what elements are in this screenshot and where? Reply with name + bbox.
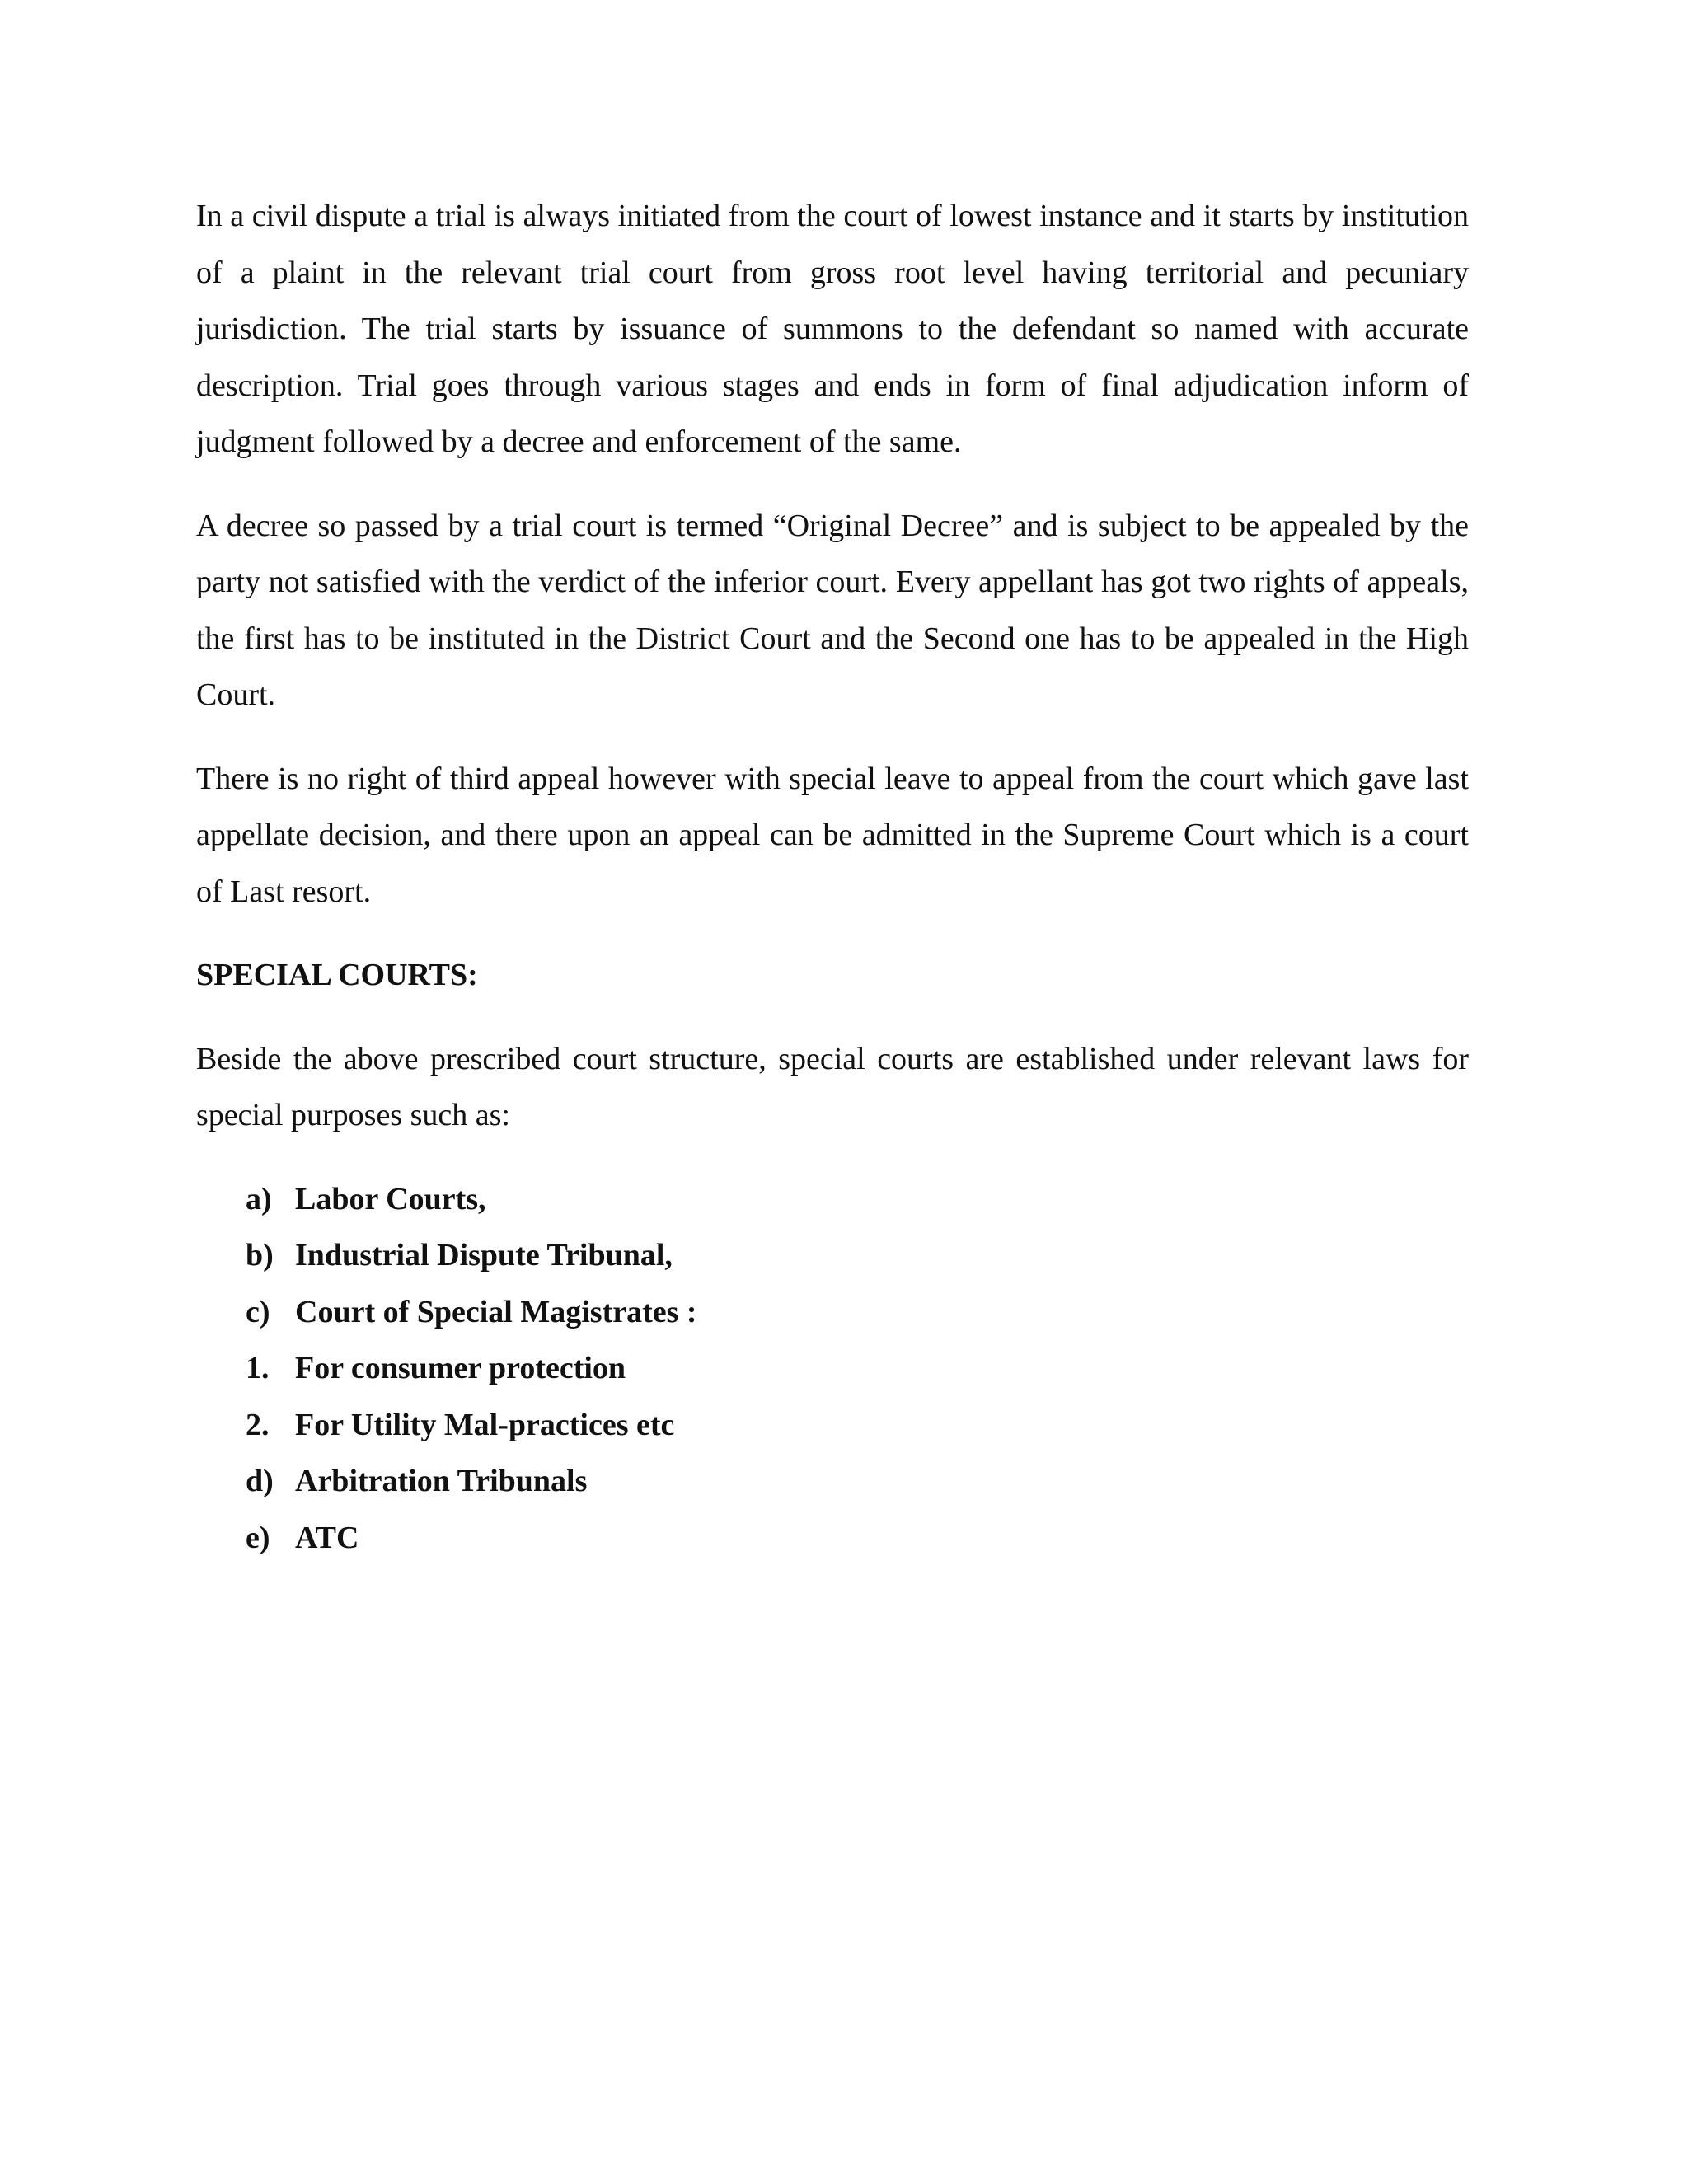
section-heading: SPECIAL COURTS: xyxy=(196,958,478,992)
list-item xyxy=(246,1510,1469,1567)
list-item xyxy=(246,1453,1469,1510)
list-item xyxy=(246,1227,1469,1284)
list-item xyxy=(246,1397,1469,1454)
list-item-text: ATC xyxy=(295,1520,359,1555)
list-marker: c) xyxy=(246,1294,270,1329)
list-item-text: Labor Courts, xyxy=(295,1181,486,1216)
list-item-text: For consumer protection xyxy=(295,1351,626,1385)
list-marker: d) xyxy=(246,1464,274,1498)
list-item xyxy=(246,1340,1469,1397)
list-marker: 1. xyxy=(246,1351,270,1385)
list-item-text: Court of Special Magistrates : xyxy=(295,1294,697,1329)
list-marker: b) xyxy=(246,1238,274,1272)
paragraph-third-appeal: There is no right of third appeal however with special leave to appeal from the court which gave last appellate decision, and there upon an appeal can be admitted in the Supreme Court which is a court of Last resort. xyxy=(196,761,1469,909)
list-marker: e) xyxy=(246,1520,270,1555)
special-courts-list xyxy=(196,1171,1469,1567)
list-marker: a) xyxy=(246,1181,272,1216)
list-item-text: For Utility Mal-practices etc xyxy=(295,1407,675,1442)
list-item-text: Industrial Dispute Tribunal, xyxy=(295,1238,673,1272)
list-item-text: Arbitration Tribunals xyxy=(295,1464,588,1498)
paragraph-special-courts-intro: Beside the above prescribed court structure, special courts are established under relevant laws for special purposes such as: xyxy=(196,1041,1469,1132)
list-marker: 2. xyxy=(246,1407,270,1442)
document-body xyxy=(196,188,1469,1566)
list-item xyxy=(246,1284,1469,1341)
paragraph-civil-trial: In a civil dispute a trial is always initiated from the court of lowest instance and it starts by institution of a plaint in the relevant trial court from gross root level having territorial and pecuniary jurisdiction. The trial starts by issuance of summons to the defendant so named with accurate description. Trial goes through various stages and ends in form of final adjudication inform of judgment followed by a decree and enforcement of the same. xyxy=(196,199,1469,459)
paragraph-original-decree: A decree so passed by a trial court is termed “Original Decree” and is subject to be appealed by the party not satisfied with the verdict of the inferior court. Every appellant has got two rights of appeals, the first has to be instituted in the District Court and the Second one has to be appealed in the High Court. xyxy=(196,508,1469,712)
list-item xyxy=(246,1171,1469,1228)
